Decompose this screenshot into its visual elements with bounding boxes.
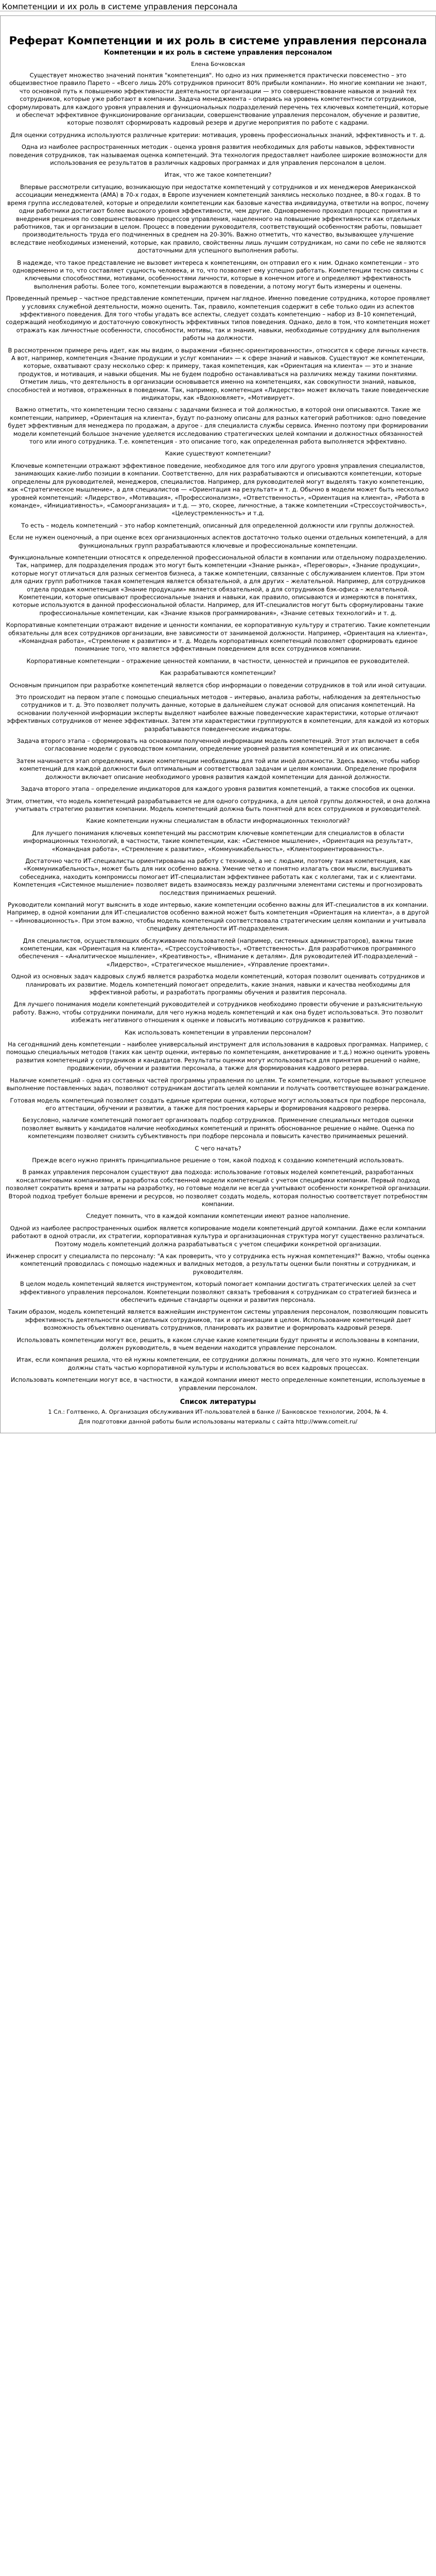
paragraph: Наличие компетенций - одна из составных частей программы управления по целям. Те компетенции, которые вызывают успешное выполнение поставленных задач, позволяют сотрудникам достигать целей компании и получать соответствующее вознаграждение. [6, 1076, 430, 1092]
paragraph: Ключевые компетенции отражают эффективное поведение, необходимое для того или другого уровня управления специалистов, занимающих какие-либо позиции в компании. Соответственно, для них разрабатываются и описываются компетенции, которые определены для руководителей, менеджеров, специалистов. Например, для руководителей могут выделять такую компетенцию, как «Стратегическое мышление», а для специалистов — «Ориентация на результат» и т. д. Обычно в модели может быть несколько уровней компетенций: «Лидерство», «Мотивация», «Профессионализм», «Ответственность», «Ориентация на клиента», «Работа в команде», «Инициативность», «Самоорганизация» и т.д. — это, скорее, личностные, а также компетенции «Стрессоустойчивость», «Целеустремленность» и т.д. [7, 462, 429, 517]
paragraph: Как использовать компетенции в управлении персоналом? [125, 1028, 311, 1036]
paragraph: Это происходит на первом этапе с помощью специальных методов – интервью, анализа работы, наблюдения за деятельностью сотрудников и т. д. Это позволяет получить данные, которые в дальнейшем служат основой для описания компетенций. На основании полученной информации эксперты выделяют наиболее важные поведенческие характеристики, которые отличают эффективных сотрудников от менее эффективных. Затем эти характеристики группируются в компетенции, для каждой из которых разрабатываются поведенческие индикаторы. [7, 693, 429, 733]
document-body [3, 72, 433, 1392]
paragraph: Существует множество значений понятия "компетенция". Но одно из них применяется практически повсеместно – это общеизвестное правило Парето – «Всего лишь 20% сотрудников приносит 80% прибыли компании». Но многие компании не знают, что основной путь к повышению эффективности деятельности организации — это совершенствование навыков и знаний тех сотрудников, которые уже работают в компании. Задача менеджмента – опираясь на уровень компетентности сотрудников, сформулировать для каждого уровня управления и функциональных подразделений перечень тех ключевых компетенций, которые и обеспечат эффективное функционирование организации, совершенствование управления персоналом, обучение и развитие, которые позволят сформировать кадровый резерв и другие мероприятия по работе с кадрами. [7, 72, 429, 127]
paragraph: Одной из основных задач кадровых служб является разработка модели компетенций, которая позволит оценивать сотрудников и планировать их развитие. Модель компетенций помогает определить, какие знания, навыки и качества необходимы для эффективной работы, и разработать программы обучения и развития персонала. [11, 973, 425, 996]
paragraph: Если не нужен оценочный, а при оценке всех организационных аспектов достаточно только оценки отдельных компетенций, а для функциональных групп разрабатываются ключевые и профессиональные компетенции. [9, 534, 427, 549]
paragraph: Одна из наиболее распространенных методик - оценка уровня развития необходимых для работы навыков, эффективности поведения сотрудников, так называемая оценка компетенций. Эта технология предоставляет наиболее широкие возможности для использования ее результатов в различных кадровых программах и для управления персоналом в целом. [9, 143, 427, 167]
paragraph: Важно отметить, что компетенции тесно связаны с задачами бизнеса и той должностью, в которой они описываются. Такие же компетенции, например, «Ориентация на клиента», будут по-разному описаны для разных категорий работников: одно поведение будет эффективным для менеджера по продажам, а другое - для специалиста службы сервиса. Именно поэтому при формировании модели компетенций большое значение уделяется исследованию стратегических целей компании и должностных обязанностей того или иного сотрудника. Т.е. компетенция - это описание того, как определенная работа выполняется эффективно. [8, 406, 428, 446]
paragraph: Использовать компетенции могут все, решить, в каком случае какие компетенции будут приняты и использованы в компании, должен руководитель, в чьем ведении находится управление персоналом. [16, 1336, 420, 1352]
references-list [3, 1408, 433, 1426]
paragraph: Для лучшего понимания модели компетенций руководителей и сотрудников необходимо провести обучение и разъяснительную работу. Важно, чтобы сотрудники понимали, для чего нужна модель компетенций и как она будет использоваться. Это позволит избежать негативного отношения к оценке и повысить мотивацию сотрудников к развитию. [12, 1001, 424, 1024]
paragraph: Проведенный премьер – частное представление компетенции, причем наглядное. Именно поведение сотрудника, которое проявляет у условиях служебной деятельности, можно оценить. Так, правило, компетенция содержит в себе только один из аспектов эффективного поведения. Для того чтобы угадать все аспекты, следует создать компетенцию – набор из 8–10 компетенций, содержащий необходимую и достаточную совокупность эффективных типов поведения. Однако, дело в том, что компетенция может отражать как личностные особенности, способности, мотивы, так и знания, навыки, необходимые сотруднику для выполнения работы на должности. [6, 295, 430, 342]
paragraph: С чего начать? [195, 1144, 241, 1152]
paragraph: Руководители компаний могут выяснить в ходе интервью, какие компетенции особенно важны для ИТ-специалистов в их компании. Например, в одной компании для ИТ-специалистов особенно важной может быть компетенция «Ориентация на клиента», а в другой – «Инновационность». При этом важно, чтобы модель компетенций соответствовала стратегическим целям компании и учитывала специфику деятельности ИТ-подразделения. [7, 901, 429, 933]
paragraph: Затем начинается этап определения, какие компетенции необходимы для той или иной должности. Здесь важно, чтобы набор компетенций для каждой должности был оптимальным и соответствовал задачам и целям компании. Определение профиля должности включает описание необходимого уровня развития каждой компетенции для данной должности. [16, 757, 420, 781]
paragraph: На сегодняшний день компетенции – наиболее универсальный инструмент для использования в кадровых программах. Например, с помощью специальных методов (таких как центр оценки, интервью по компетенциям, анкетирование и т.д.) можно оценить уровень развития компетенций у сотрудников и кандидатов. Результаты оценки могут использоваться для принятия решений о найме, продвижении, обучении и развитии персонала, а также для формирования кадрового резерва. [6, 1041, 430, 1072]
paragraph: Инженер спросит у специалиста по персоналу: "А как проверить, что у сотрудника есть нужная компетенция?" Важно, чтобы оценка компетенций проводилась с помощью надежных и валидных методов, а результаты оценки были понятны и сотрудникам, и руководителям. [6, 1252, 430, 1276]
document-subtitle: Компетенции и их роль в системе управления персоналом [103, 49, 333, 57]
paragraph: То есть – модель компетенций – это набор компетенций, описанный для определенной должности или группы должностей. [21, 521, 415, 529]
paragraph: В надежде, что такое представление не вызовет интереса к компетенциям, он отправил его к ним. Однако компетенции – это одновременно и то, что составляет сущность человека, и то, что позволяет ему успешно работать. Компетенции тесно связаны с ключевыми способностями, мотивами, особенностями личности, которые в конечном итоге и определяют эффективность выполнения работы. Более того, компетенции выражаются в поведении, а потому могут быть измерены и оценены. [12, 259, 424, 290]
references-title: Список литературы [180, 1398, 256, 1406]
paragraph: Следует помнить, что в каждой компании компетенции имеют разное наполнение. [86, 1212, 350, 1220]
paragraph: Основным принципом при разработке компетенций является сбор информации о поведении сотрудников в той или иной ситуации. [9, 681, 427, 689]
document-title: Реферат Компетенции и их роль в системе управления персонала [9, 35, 427, 47]
paragraph: Какие компетенции нужны специалистам в области информационных технологий? [86, 817, 350, 825]
author-name: Елена Бочковская [191, 61, 245, 67]
paragraph: Задача второго этапа – сформировать на основании полученной информации модель компетенций. Этот этап включает в себя согласование модели с руководством компании, определение уровней развития компетенций и их описание. [16, 737, 420, 753]
reference-item: Для подготовки данной работы были использованы материалы с сайта http://www.comeit.ru/ [78, 1418, 358, 1426]
paragraph: Функциональные компетенции относятся к определенной профессиональной области в компании или отдельному подразделению. Так, например, для подразделения продаж это могут быть компетенции «Знание рынка», «Переговоры», «Знание продукции», которые могут отличаться для разных сегментов бизнеса, а также компетенции, связанные с обслуживанием клиентов. При этом для одних групп работников такая компетенция является обязательной, а для других – желательной. Например, для сотрудников отдела продаж компетенция «Знание продукции» является обязательной, а для сотрудников бэк-офиса – желательной. Компетенции, которые описывают профессиональные знания и навыки, как правило, описываются и измеряются в понятиях, которые используются в данной профессиональной области. Например, для ИТ-специалистов могут быть сформулированы такие профессиональные компетенции, как «Знание языков программирования», «Знание сетевых технологий» и т. д. [9, 553, 427, 617]
paragraph: Таким образом, модель компетенций является важнейшим инструментом системы управления персоналом, позволяющим повысить эффективность деятельности как отдельных сотрудников, так и организации в целом. Использование компетенций дает возможность объективно оценивать сотрудников, планировать их развитие и формировать кадровый резерв. [8, 1308, 428, 1332]
paragraph: Для специалистов, осуществляющих обслуживание пользователей (например, системных администраторов), важны такие компетенции, как «Ориентация на клиента», «Стрессоустойчивость», «Ответственность». Для разработчиков программного обеспечения – «Аналитическое мышление», «Креативность», «Внимание к деталям». Для руководителей ИТ-подразделений – «Лидерство», «Стратегическое мышление», «Управление проектами». [18, 937, 418, 968]
window-title: Компетенции и их роль в системе управления персонала [0, 0, 436, 11]
document-page [0, 15, 436, 1433]
paragraph: Для лучшего понимания ключевых компетенций мы рассмотрим ключевые компетенции для специалистов в области информационных технологий, в частности, такие компетенции, как: «Системное мышление», «Ориентация на результат», «Командная работа», «Стремление к развитию», «Коммуникабельность», «Клиентоориентированность». [23, 829, 413, 853]
paragraph: Итак, если компания решила, что ей нужны компетенции, ее сотрудники должны понимать, для чего это нужно. Компетенции должны стать частью корпоративной культуры и использоваться во всех кадровых процессах. [16, 1356, 420, 1371]
paragraph: Одной из наиболее распространенных ошибок является копирование модели компетенций другой компании. Даже если компании работают в одной отрасли, их стратегии, корпоративная культура и организационная структура могут существенно различаться. Поэтому модель компетенций должна разрабатываться с учетом специфики конкретной организации. [10, 1224, 426, 1248]
paragraph: Впервые рассмотрели ситуацию, возникающую при недостатке компетенций у сотрудников и их менеджеров Американской ассоциации менеджмента (AMA) в 70-х годах, в Европе изучением компетенций занялись несколько позднее, в 80-х годах. В то время группа исследователей, которые и определили компетенции как базовые качества индивидуума, ответили на вопрос, почему одни работники достигают более высокого уровня эффективности, чем другие. Одновременно проходил процесс принятия и внедрения решения по совершенствованию процессов управления, нацеленного на повышение эффективности как отдельных работников, так и организации в целом. Процесс в поведении руководителя, соответствующий особенностям работы, повышает производительность труда его подчиненных в среднем на 20-30%. Важно отметить, что качество, вызывающее улучшение вследствие необходимых изменений, которые, как правило, свойственны лишь лучшим сотрудникам, но сами по себе не являются достаточными для успешного выполнения работы. [7, 183, 429, 255]
paragraph: Задача второго этапа – определение индикаторов для каждого уровня развития компетенций, а также способов их оценки. [21, 785, 415, 793]
paragraph: В рамках управления персоналом существуют два подхода: использование готовых моделей компетенций, разработанных консалтинговыми компаниями, и разработка собственной модели компетенций с учетом специфики компании. Первый подход позволяет сократить время и затраты на разработку, но готовые модели не всегда учитывают особенности конкретной организации. Второй подход требует больше времени и ресурсов, но позволяет создать модель, которая полностью соответствует потребностям компании. [6, 1168, 430, 1208]
paragraph: Готовая модель компетенций позволяет создать единые критерии оценки, которые могут использоваться при подборе персонала, его аттестации, обучении и развитии, а также для построения карьеры и формирования кадрового резерва. [10, 1096, 426, 1112]
paragraph: Безусловно, наличие компетенций помогает организовать подбор сотрудников. Применение специальных методов оценки позволяет выявить у кандидатов наличие необходимых компетенций и принять обоснованное решение о найме. Оценка по компетенциям позволяет снизить субъективность при подборе персонала и повысить качество принимаемых решений. [21, 1116, 415, 1140]
paragraph: Итак, что же такое компетенции? [164, 171, 272, 179]
paragraph: Достаточно часто ИТ-специалисты ориентированы на работу с техникой, а не с людьми, поэтому такая компетенция, как «Коммуникабельность», может быть для них особенно важна. Умение четко и понятно излагать свои мысли, выслушивать собеседника, находить компромиссы помогает ИТ-специалистам эффективнее работать как с коллегами, так и с клиентами. Компетенция «Системное мышление» позволяет видеть взаимосвязь между различными элементами системы и прогнозировать последствия принимаемых решений. [13, 857, 423, 896]
paragraph: Как разрабатываются компетенции? [160, 669, 276, 677]
paragraph: Этим, отметим, что модель компетенций разрабатывается не для одного сотрудника, а для целой группы должностей, и она должна учитывать стратегию развития компании. Модель компетенций должна быть понятной для всех сотрудников и руководителей. [6, 797, 430, 812]
paragraph: Прежде всего нужно принять принципиальное решение о том, какой подход к созданию компетенций использовать. [32, 1156, 404, 1164]
paragraph: Для оценки сотрудника используются различные критерии: мотивация, уровень профессиональных знаний, эффективность и т. д. [10, 131, 426, 139]
paragraph: Корпоративные компетенции – отражение ценностей компании, в частности, ценностей и принципов ее руководителей. [26, 657, 410, 665]
paragraph: В целом модель компетенций является инструментом, который помогает компании достигать стратегических целей за счет эффективного управления персоналом. Компетенции позволяют связать требования к сотрудникам со стратегией бизнеса и обеспечить единые стандарты оценки и развития персонала. [19, 1280, 417, 1304]
paragraph: Какие существуют компетенции? [165, 450, 271, 457]
reference-item: 1 Сл.: Голтвенко, А. Организация обслуживания ИТ-пользователей в банке // Банковское технологии, 2004, № 4. [48, 1409, 388, 1416]
paragraph: Использовать компетенции могут все, в частности, в каждой компании имеют место определенные компетенции, используемые в управлении персоналом. [10, 1376, 426, 1392]
paragraph: В рассмотренном примере речь идет, как мы видим, о выражении «бизнес-ориентированности», относится к сфере личных качеств. А вот, например, компетенция «Знание продукции и услуг компании» — к сфере знаний и навыков. Существуют же компетенции, которые, охватывают сразу несколько сфер: к примеру, такая компетенция, как «Ориентация на клиента» — это и знание продуктов, и мотивация, и навыки общения. Мы не будем подробно останавливаться на различиях между такими понятиями. Отметим лишь, что деятельность в организации основывается именно на компетенциях, как совокупности знаний, навыков, способностей и мотивов, отраженных в поведении. Так, например, компетенция «Лидерство» может включать такие поведенческие индикаторы, как «Вдохновляет», «Мотивирует». [7, 346, 429, 402]
paragraph: Корпоративные компетенции отражают видение и ценности компании, ее корпоративную культуру и стратегию. Такие компетенции обязательны для всех сотрудников организации, вне зависимости от занимаемой должности. Например, «Ориентация на клиента», «Командная работа», «Стремление к развитию» и т. д. Модель корпоративных компетенций позволяет сформировать единое понимание того, что является эффективным поведением для всех сотрудников компании. [6, 621, 430, 653]
